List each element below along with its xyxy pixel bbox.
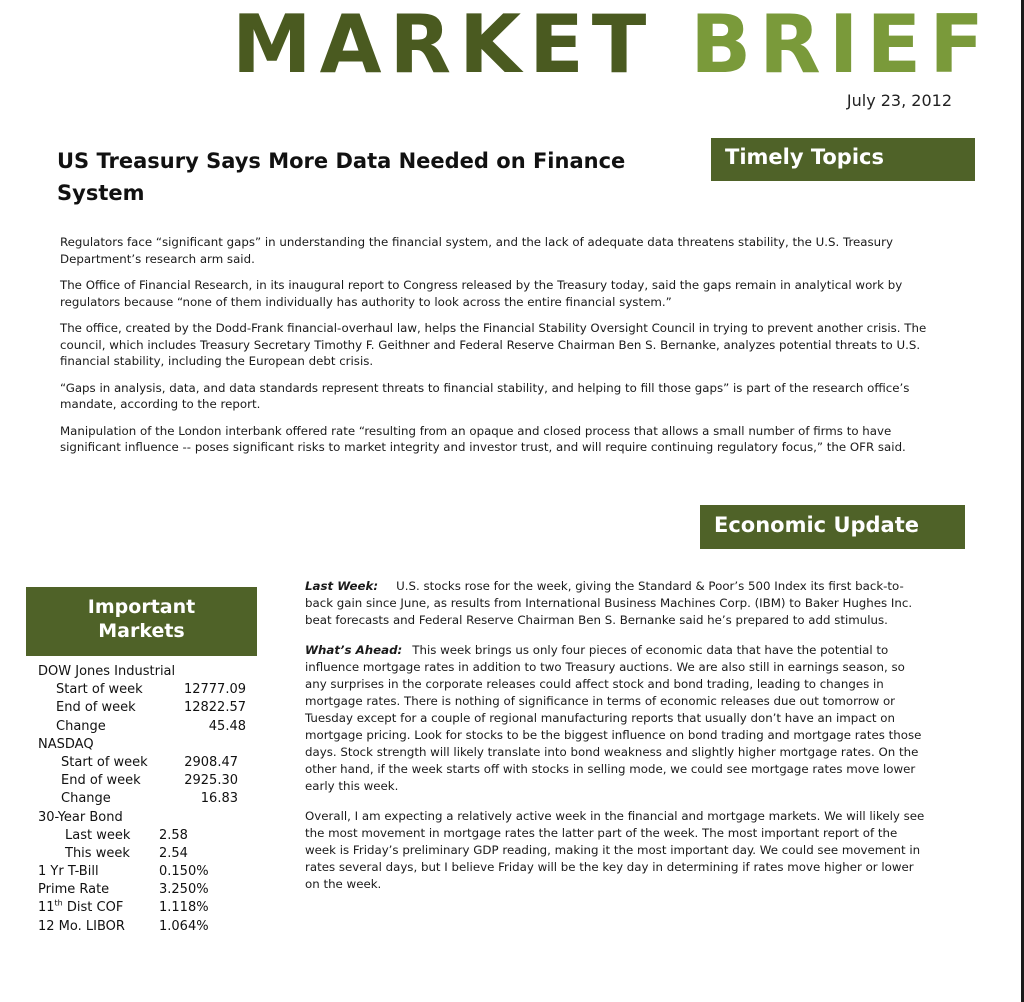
dow-change-label: Change xyxy=(56,718,106,734)
market-row xyxy=(38,681,268,699)
whats-ahead-paragraph xyxy=(305,642,925,795)
prime-label: Prime Rate xyxy=(38,882,110,898)
whats-ahead-label: What’s Ahead: xyxy=(305,643,403,657)
masthead xyxy=(232,0,992,91)
article-paragraph: Regulators face “significant gaps” in understanding the financial system, and the lack of adequate data threatens stability, the U.S. Treasury Department’s research arm said. xyxy=(60,235,893,266)
bond-this-value: 2.54 xyxy=(159,845,188,861)
market-row xyxy=(38,899,268,917)
nasdaq-change-label: Change xyxy=(61,791,111,807)
overall-paragraph: Overall, I am expecting a relatively active week in the financial and mortgage markets. We will likely see the most movement in mortgage rates the latter part of the week. The most important report of the week is Friday’s preliminary GDP reading, making it the most important day. We could see movement in rates several days, but I believe Friday will be the key day in determining if rates move higher or lower on the week. xyxy=(305,809,925,891)
market-row xyxy=(38,845,268,863)
last-week-label: Last Week: xyxy=(305,579,379,593)
article-body xyxy=(60,234,930,466)
article-paragraph: The office, created by the Dodd-Frank financial-overhaul law, helps the Financial Stability Oversight Council in trying to prevent another crisis. The council, which includes Treasury Secretary Timothy F. Geithner and Federal Reserve Chairman Ben S. Bernanke, analyzes potential threats to U.S. financial stability, including the European debt crisis. xyxy=(60,321,927,368)
market-row xyxy=(38,699,268,717)
cof-value: 1.118% xyxy=(159,900,209,916)
bond-last-value: 2.58 xyxy=(159,827,188,843)
dow-end-value: 12822.57 xyxy=(183,700,246,716)
libor-value: 1.064% xyxy=(159,918,209,934)
dow-start-label: Start of week xyxy=(56,682,143,698)
article-paragraph: The Office of Financial Research, in its inaugural report to Congress released by the Treasury today, said the gaps remain in analytical work by regulators because “none of them individually has authority to look across the entire financial system.” xyxy=(60,278,903,309)
market-row xyxy=(38,827,268,845)
economic-update-body xyxy=(305,578,925,906)
dow-change-value: 45.48 xyxy=(208,718,246,734)
libor-label: 12 Mo. LIBOR xyxy=(38,918,125,934)
tbill-label: 1 Yr T-Bill xyxy=(38,864,99,880)
article-paragraph: Manipulation of the London interbank offered rate “resulting from an opaque and closed process that allows a small number of firms to have significant influence -- poses significant risks to market integrity and investor trust, and will require continuing regulatory focus,” the OFR said. xyxy=(60,423,906,454)
tbill-value: 0.150% xyxy=(159,864,209,880)
last-week-text: U.S. stocks rose for the week, giving the Standard & Poor’s 500 Index its first back-to-back gain since June, as results from International Business Machines Corp. (IBM) to Baker Hughes Inc. beat forecasts and Federal Reserve Chairman Ben S. Bernanke said he’s prepared to add stimulus. xyxy=(305,579,913,627)
nasdaq-end-label: End of week xyxy=(61,773,141,789)
markets-title-line2: Markets xyxy=(98,620,185,642)
dow-end-label: End of week xyxy=(56,700,136,716)
nasdaq-change-value: 16.83 xyxy=(200,791,238,807)
cof-label-suffix: Dist COF xyxy=(62,900,124,916)
economic-update-header: Economic Update xyxy=(700,505,965,549)
nasdaq-end-value: 2925.30 xyxy=(184,773,238,789)
whats-ahead-text: This week brings us only four pieces of economic data that have the potential to influence mortgage rates in addition to two Treasury auctions. We are also still in earnings season, so any surprises in the corporate releases could affect stock and bond trading, leading to changes in mortgage rates. There is nothing of significance in terms of economic releases due out tomorrow or Tuesday except for a couple of regional manufacturing reports that usually don’t have an impact on mortgage pricing. Look for stocks to be the biggest influence on bond trading and mortgage rates those days. Stock strength will likely translate into bond weakness and slightly higher mortgage rates. On the other hand, if the week starts off with stocks in selling mode, we could see mortgage rates move lower early this week. xyxy=(305,643,922,793)
market-row xyxy=(38,918,268,936)
last-week-paragraph xyxy=(305,578,925,629)
market-row xyxy=(38,772,268,790)
markets-table xyxy=(38,663,268,936)
market-row xyxy=(38,718,268,736)
cof-label-sup: th xyxy=(54,899,63,909)
bond-label: 30-Year Bond xyxy=(38,809,123,825)
prime-value: 3.250% xyxy=(159,882,209,898)
article-headline: US Treasury Says More Data Needed on Finance System xyxy=(57,149,626,205)
dow-label: DOW Jones Industrial xyxy=(38,664,176,679)
important-markets-header xyxy=(26,587,257,656)
dow-start-value: 12777.09 xyxy=(183,682,246,698)
market-row xyxy=(38,754,268,772)
market-row xyxy=(38,881,268,899)
market-row xyxy=(38,663,268,681)
market-row xyxy=(38,736,268,754)
article-paragraph: “Gaps in analysis, data, and data standards represent threats to financial stability, and helping to fill those gaps” is part of the research office’s mandate, according to the report. xyxy=(60,380,910,411)
masthead-word-market: MARKET xyxy=(232,0,655,91)
nasdaq-start-label: Start of week xyxy=(61,754,148,770)
masthead-word-brief: BRIEF xyxy=(690,0,992,91)
market-row xyxy=(38,863,268,881)
markets-title-line1: Important xyxy=(87,596,196,618)
cof-label xyxy=(38,899,123,917)
bond-last-label: Last week xyxy=(65,827,131,843)
market-row xyxy=(38,809,268,827)
market-row xyxy=(38,790,268,808)
bond-this-label: This week xyxy=(65,845,130,861)
cof-label-prefix: 11 xyxy=(38,900,55,916)
issue-date: July 23, 2012 xyxy=(846,91,952,110)
nasdaq-label: NASDAQ xyxy=(38,736,94,752)
nasdaq-start-value: 2908.47 xyxy=(184,754,238,770)
timely-topics-header: Timely Topics xyxy=(711,138,975,181)
